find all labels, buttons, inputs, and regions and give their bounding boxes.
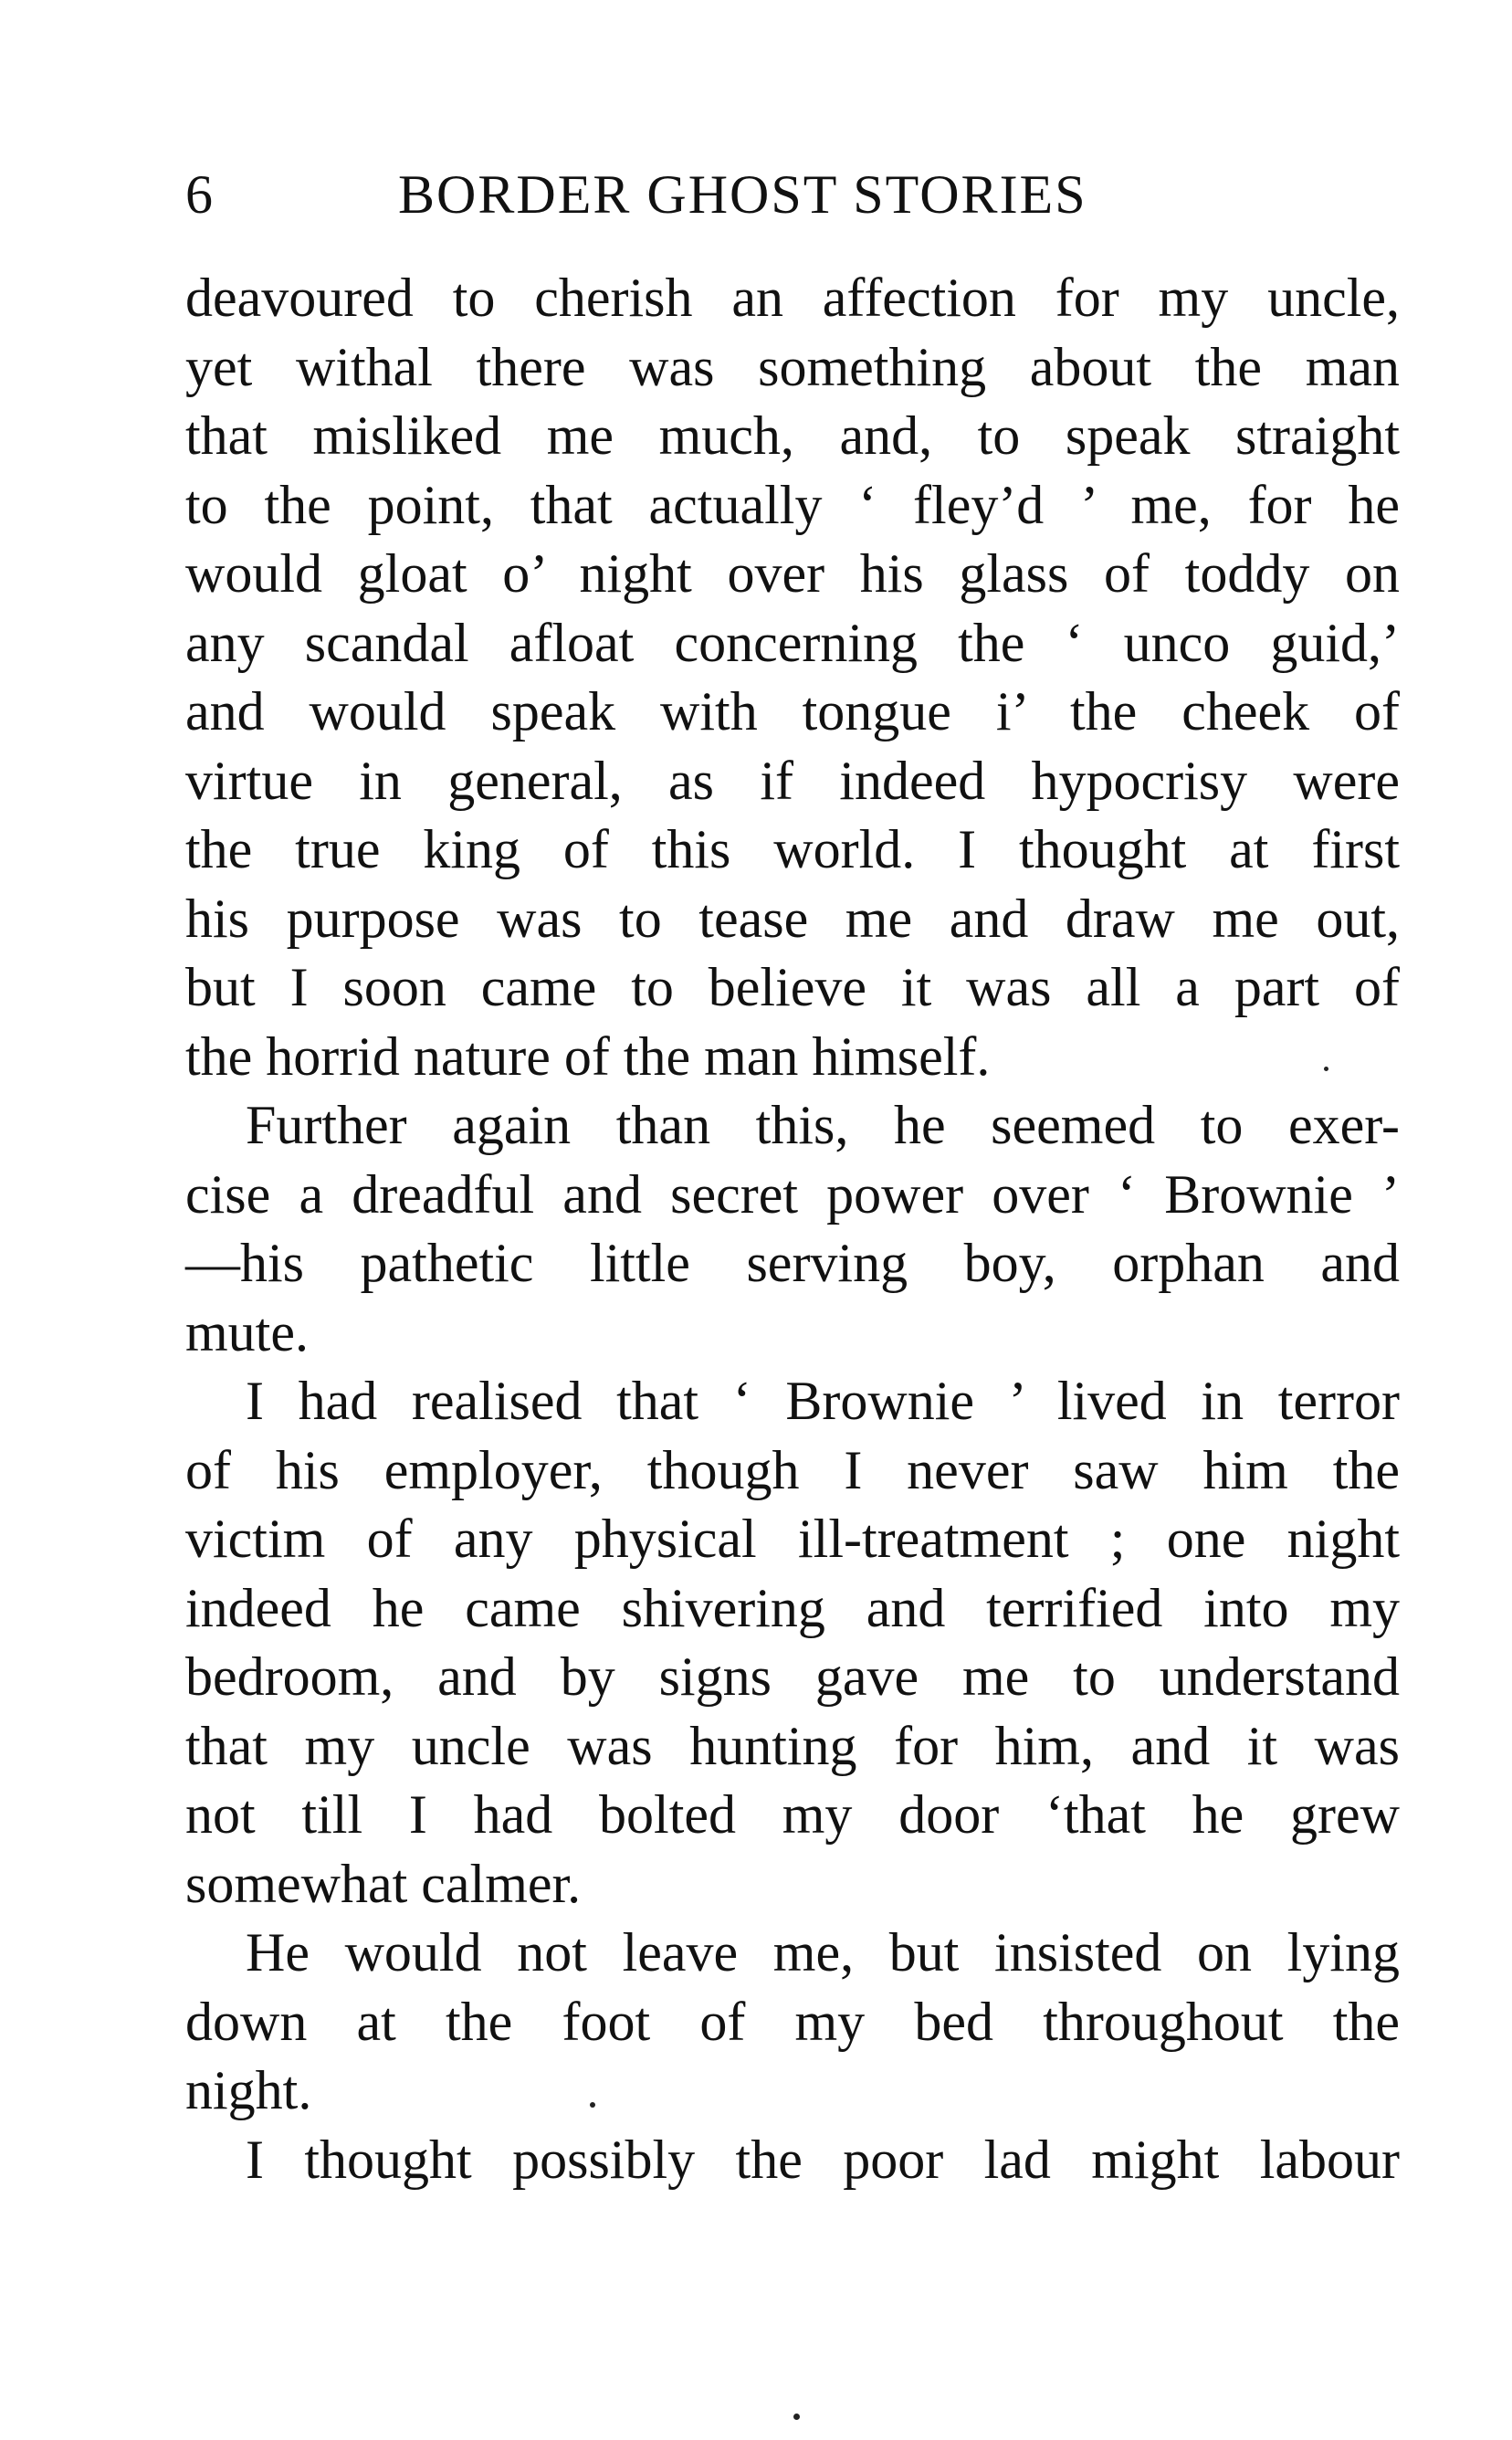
text-line: night. [185,2060,312,2120]
text-line: indeed he came shivering and terrified into my [185,1577,1400,1638]
text-line: yet withal there was something about the man [185,336,1400,397]
running-head [185,153,1400,236]
text-line: bedroom, and by signs gave me to understand [185,1646,1400,1707]
text-line: Further again than this, he seemed to exer- [246,1095,1400,1155]
text-line: that misliked me much, and, to speak straight [185,405,1400,466]
text-line: the horrid nature of the man himself. [185,1025,991,1087]
text-line: virtue in general, as if indeed hypocrisy were [185,750,1400,811]
running-title: BORDER GHOST STORIES [398,164,1087,225]
text-line: but I soon came to believe it was all a part of [185,957,1400,1017]
text-line: his purpose was to tease me and draw me out, [185,888,1400,949]
text-line: not till I had bolted my door ‘that he grew [185,1784,1400,1845]
text-line: that my uncle was hunting for him, and it was [185,1715,1400,1776]
text-line: mute. [185,1301,309,1362]
print-speck [793,2414,800,2420]
print-speck [1324,1067,1328,1071]
text-line: to the point, that actually ‘ fley’d ’ me, for he [185,474,1400,535]
page-number: 6 [185,164,214,225]
text-line: —his pathetic little serving boy, orphan and [185,1233,1400,1293]
text-line: down at the foot of my bed throughout the [185,1991,1400,2052]
text-line: and would speak with tongue i’ the cheek of [185,681,1400,741]
text-line: any scandal afloat concerning the ‘ unco guid,’ [185,612,1400,673]
text-line: I thought possibly the poor lad might labour [246,2129,1400,2190]
text-line: the true king of this world. I thought at first [185,819,1400,879]
text-line: somewhat calmer. [185,1853,582,1914]
print-speck [590,2102,595,2108]
text-line: victim of any physical ill-treatment ; one night [185,1509,1400,1569]
text-line: would gloat o’ night over his glass of toddy on [185,543,1400,604]
body-text [185,264,1400,2194]
text-line: deavoured to cherish an affection for my uncle, [185,268,1400,328]
text-line: of his employer, though I never saw him the [185,1439,1400,1500]
text-line: cise a dreadful and secret power over ‘ Brownie ’ [185,1163,1400,1225]
text-line: He would not leave me, but insisted on lying [246,1922,1400,1982]
text-line: I had realised that ‘ Brownie ’ lived in terror [246,1371,1400,1431]
